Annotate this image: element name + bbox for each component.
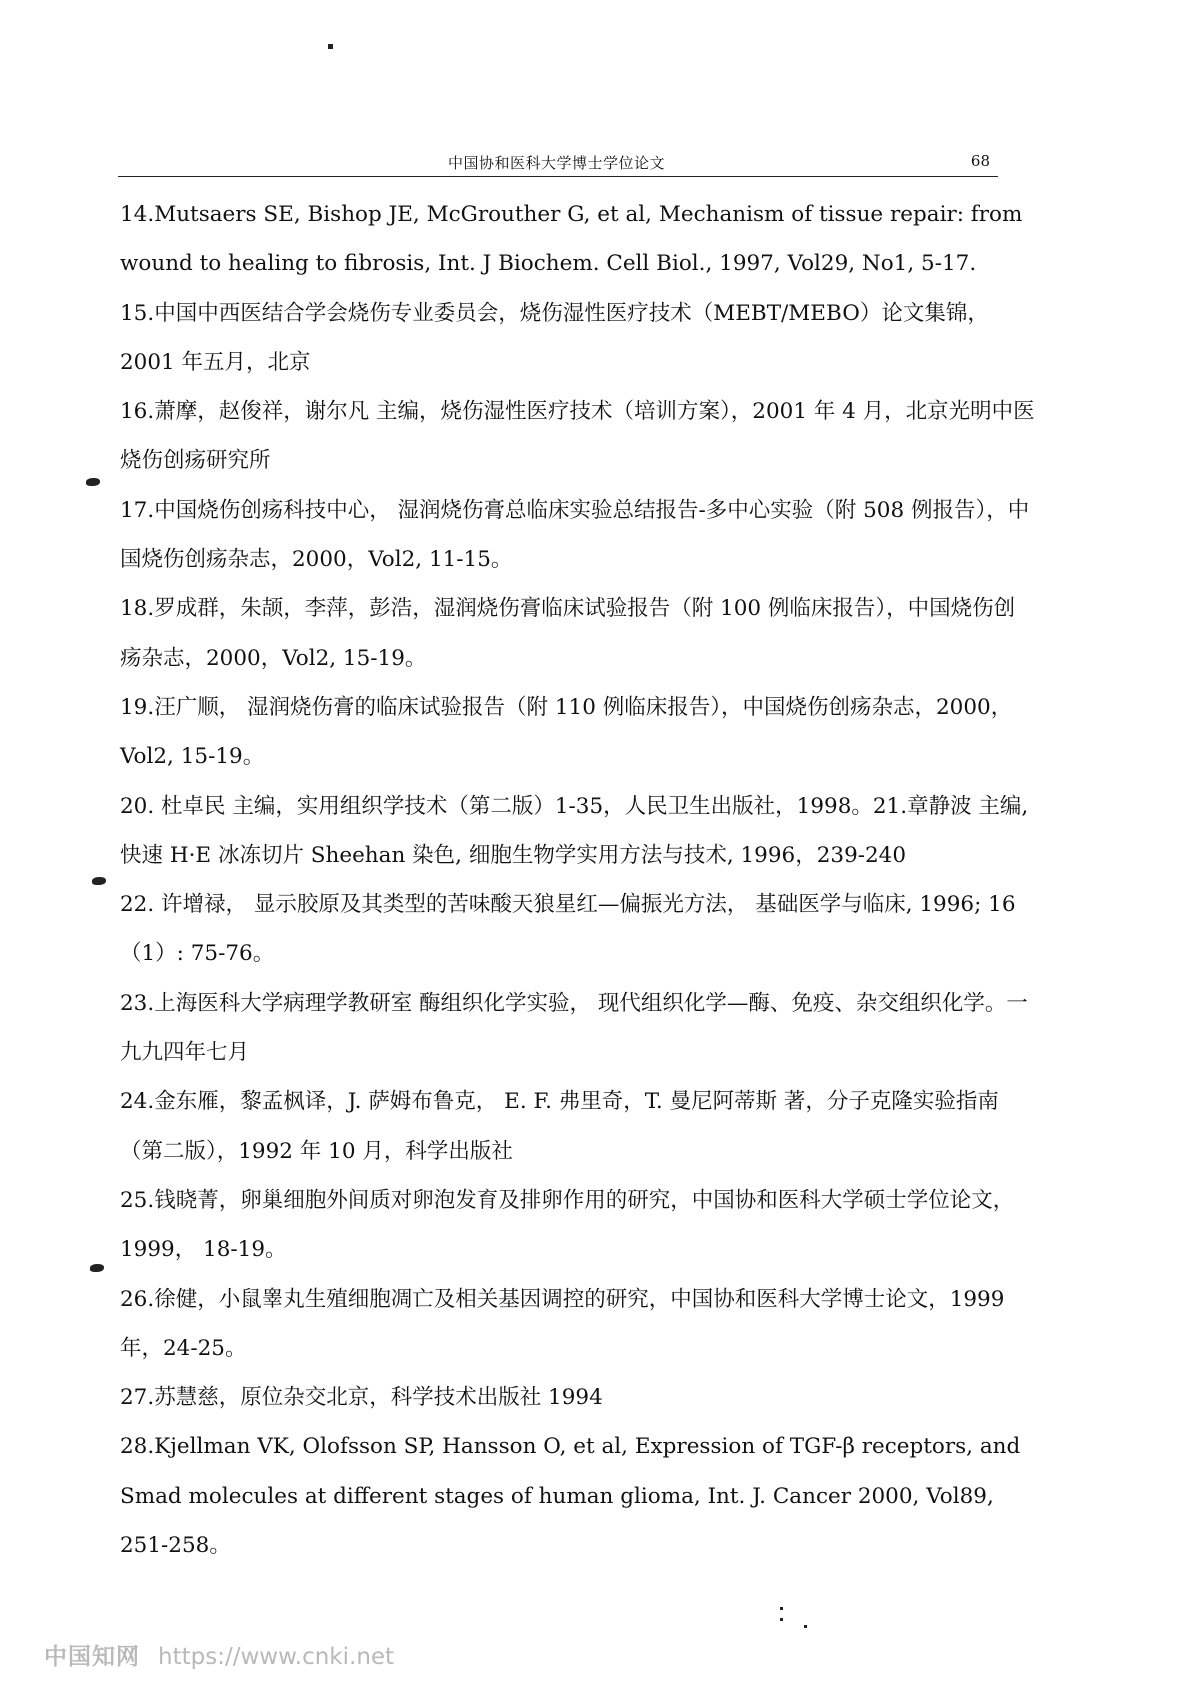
scan-speck (780, 1607, 783, 1610)
reference-item: 18.罗成群，朱颉，李萍，彭浩，湿润烧伤膏临床试验报告（附 100 例临床报告），中国烧伤创疡杂志，2000，Vol2, 15-19。 (120, 596, 1016, 671)
reference-item: 17.中国烧伤创疡科技中心， 湿润烧伤膏总临床实验总结报告-多中心实验（附 508 例报告），中国烧伤创疡杂志，2000，Vol2, 11-15。 (120, 497, 1030, 573)
scan-mark (90, 1264, 104, 1272)
reference-item: 19.汪广顺， 湿润烧伤膏的临床试验报告（附 110 例临床报告），中国烧伤创疡杂志，2000，Vol2, 15-19。 (120, 694, 1013, 770)
reference-item: 26.徐健，小鼠睾丸生殖细胞凋亡及相关基因调控的研究，中国协和医科大学博士论文，1999 年，24-25。 (120, 1286, 1005, 1361)
reference-list (120, 190, 1035, 1570)
watermark-url: https://www.cnki.net (158, 1644, 395, 1670)
scan-speck (328, 44, 333, 49)
reference-item: 28.Kjellman VK, Olofsson SP, Hansson O, et al, Expression of TGF-β receptors, and Smad molecules at different stages of human glioma, Int. J. Cancer 2000, Vol89, 251-258。 (120, 1434, 1021, 1559)
reference-item: 16.萧摩，赵俊祥，谢尔凡 主编，烧伤湿性医疗技术（培训方案），2001 年 4 月，北京光明中医烧伤创疡研究所 (120, 399, 1035, 474)
scan-speck (780, 1618, 783, 1621)
reference-item: 27.苏慧慈，原位杂交北京，科学技术出版社 1994 (120, 1385, 603, 1411)
reference-item: 20. 杜卓民 主编，实用组织学技术（第二版）1-35，人民卫生出版社，1998。21.章静波 主编, 快速 H·E 冰冻切片 Sheehan 染色, 细胞生物学实用方法与技术, 1996，239-240 (120, 793, 1029, 868)
reference-item: 22. 许增禄， 显示胶原及其类型的苦味酸天狼星红—偏振光方法， 基础医学与临床, 1996; 16（1）: 75-76。 (120, 892, 1016, 967)
reference-item: 25.钱晓菁，卵巢细胞外间质对卵泡发育及排卵作用的研究，中国协和医科大学硕士学位论文，1999， 18-19。 (120, 1187, 1015, 1263)
reference-item: 15.中国中西医结合学会烧伤专业委员会，烧伤湿性医疗技术（MEBT/MEBO）论文集锦，2001 年五月，北京 (120, 300, 989, 375)
scan-mark (92, 877, 106, 885)
reference-item: 14.Mutsaers SE, Bishop JE, McGrouther G, et al, Mechanism of tissue repair: from wound to healing to fibrosis, Int. J Biochem. Cell Biol., 1997, Vol29, No1, 5-17. (120, 202, 1023, 277)
reference-item: 23.上海医科大学病理学教研室 酶组织化学实验， 现代组织化学—酶、免疫、杂交组织化学。一九九四年七月 (120, 990, 1028, 1066)
scan-speck (804, 1625, 807, 1628)
scan-mark (86, 478, 100, 486)
page-number: 68 (970, 152, 990, 170)
reference-item: 24.金东雁，黎孟枫译，J. 萨姆布鲁克， E. F. 弗里奇，T. 曼尼阿蒂斯 著，分子克隆实验指南（第二版），1992 年 10 月，科学出版社 (120, 1089, 999, 1164)
watermark-brand: 中国知网 (44, 1644, 140, 1670)
header-title: 中国协和医科大学博士学位论文 (448, 154, 666, 172)
watermark (44, 1638, 394, 1671)
running-header (118, 150, 998, 177)
